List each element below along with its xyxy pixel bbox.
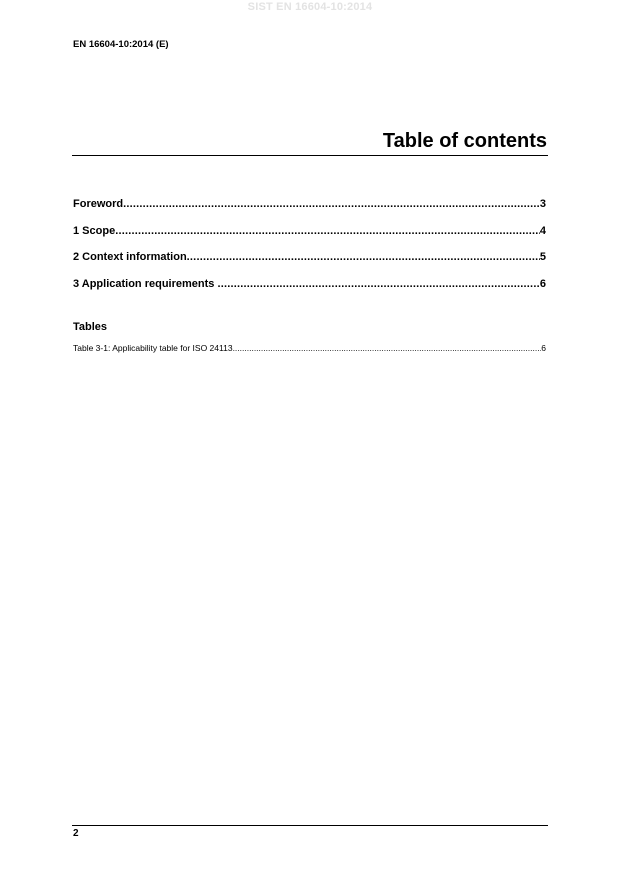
dot-leader [123, 198, 540, 210]
tables-heading: Tables [73, 321, 108, 333]
table-entry-page: 6 [541, 343, 546, 353]
toc-entry-label: Foreword [73, 198, 124, 210]
toc-entry-page: 6 [539, 277, 546, 290]
toc-entry-label: 2 Context information [73, 251, 187, 263]
toc-entry-page: 5 [539, 251, 546, 263]
dot-leader [233, 343, 542, 353]
watermark: SIST EN 16604-10:2014 [247, 1, 373, 13]
table-entry-label: Table 3-1: Applicability table for ISO 24113 [73, 343, 233, 353]
dot-leader [115, 225, 540, 237]
toc-entry-label: 1 Scope [73, 224, 116, 237]
document-identifier: EN 16604-10:2014 (E) [73, 39, 169, 50]
toc-entry-scope[interactable] [73, 225, 546, 252]
toc-entry-application-requirements[interactable] [73, 278, 546, 305]
dot-leader [217, 278, 539, 290]
page-title: Table of contents [382, 130, 547, 152]
toc-entry-page: 3 [539, 198, 546, 210]
table-entry-3-1[interactable] [73, 343, 546, 353]
footer-divider [72, 825, 548, 826]
page-number: 2 [73, 828, 79, 839]
toc-entry-page: 4 [539, 224, 546, 237]
toc-entry-context-information[interactable] [73, 251, 546, 278]
dot-leader [187, 251, 540, 263]
title-divider [72, 155, 548, 156]
toc-list [73, 198, 546, 304]
toc-entry-label: 3 Application requirements [73, 277, 218, 290]
toc-entry-foreword[interactable] [73, 198, 546, 225]
